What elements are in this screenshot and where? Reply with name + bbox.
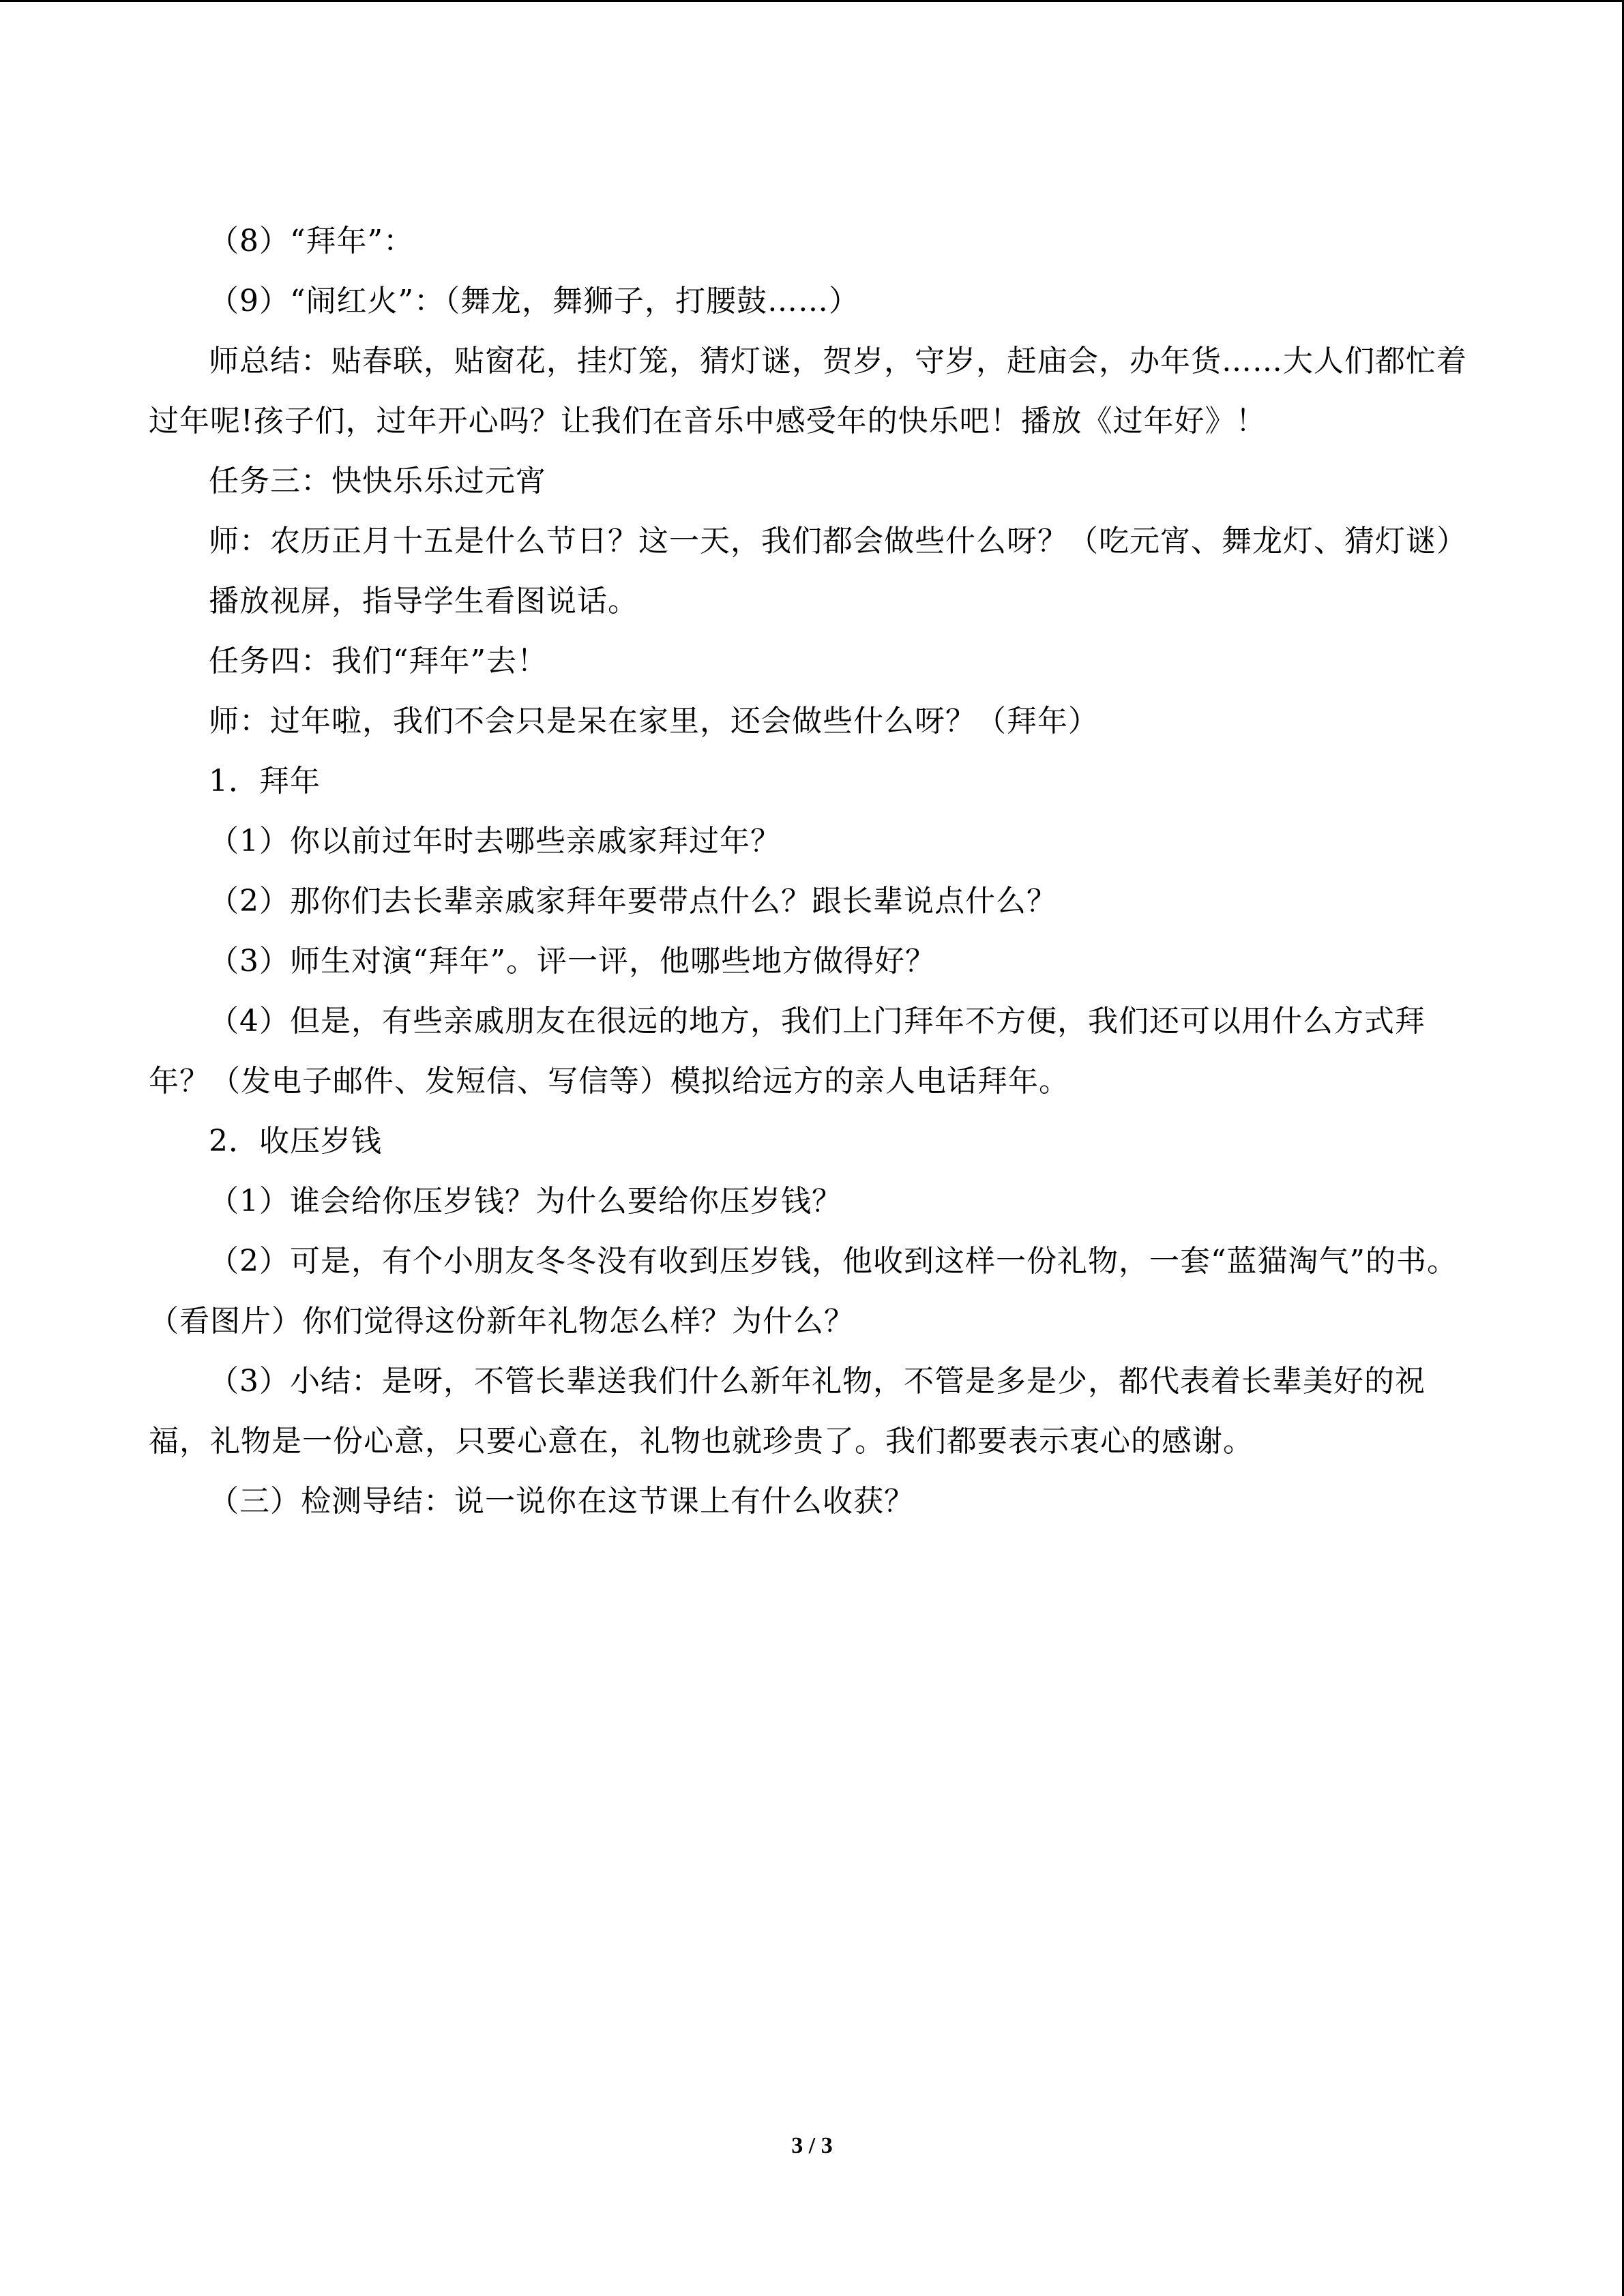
document-body [149,211,1473,1532]
paragraph-visit-q2: （2）那你们去长辈亲戚家拜年要带点什么？跟长辈说点什么？ [209,884,1057,919]
paragraph-visit-q3: （3）师生对演“拜年”。评一评，他哪些地方做得好？ [209,944,936,979]
paragraph-item-8: （8）“拜年”： [209,224,414,258]
paragraph-task-four: 任务四：我们“拜年”去！ [209,644,548,679]
paragraph-teacher-new-year-visit: 师：过年啦，我们不会只是呆在家里，还会做些什么呀？（拜年） [209,704,1099,739]
paragraph-visit-q1: （1）你以前过年时去哪些亲戚家拜过年？ [209,824,781,859]
paragraph-lesson-wrapup: （三）检测导结：说一说你在这节课上有什么收获？ [209,1484,915,1519]
paragraph-task-three: 任务三：快快乐乐过元宵 [209,464,546,498]
paragraph-item-9: （9）“闹红火”：（舞龙，舞狮子，打腰鼓……） [209,284,859,318]
paragraph-visit-q4: （4）但是，有些亲戚朋友在很远的地方，我们上门拜年不方便，我们还可以用什么方式拜年？（发电子邮件、发短信、写信等）模拟给远方的亲人电话拜年。 [149,1004,1426,1099]
paragraph-money-q1: （1）谁会给你压岁钱？为什么要给你压岁钱？ [209,1184,842,1219]
paragraph-money-summary: （3）小结：是呀，不管长辈送我们什么新年礼物，不管是多是少，都代表着长辈美好的祝福，礼物是一份心意，只要心意在，礼物也就珍贵了。我们都要表示衷心的感谢。 [149,1364,1426,1459]
paragraph-teacher-lantern-festival: 师：农历正月十五是什么节日？这一天，我们都会做些什么呀？（吃元宵、舞龙灯、猜灯谜） [209,524,1467,558]
paragraph-section-1-heading: 1．拜年 [209,764,321,799]
paragraph-play-video: 播放视屏，指导学生看图说话。 [209,584,638,618]
paragraph-section-2-heading: 2．收压岁钱 [209,1124,382,1159]
paragraph-money-q2: （2）可是，有个小朋友冬冬没有收到压岁钱，他收到这样一份礼物，一套“蓝猫淘气”的书。（看图片）你们觉得这份新年礼物怎么样？为什么？ [149,1244,1458,1339]
paragraph-teacher-summary: 师总结：贴春联，贴窗花，挂灯笼，猜灯谜，贺岁，守岁，赶庙会，办年货……大人们都忙着过年呢!孩子们，过年开心吗？让我们在音乐中感受年的快乐吧！播放《过年好》！ [149,344,1467,438]
page-number: 3 / 3 [791,2133,833,2158]
